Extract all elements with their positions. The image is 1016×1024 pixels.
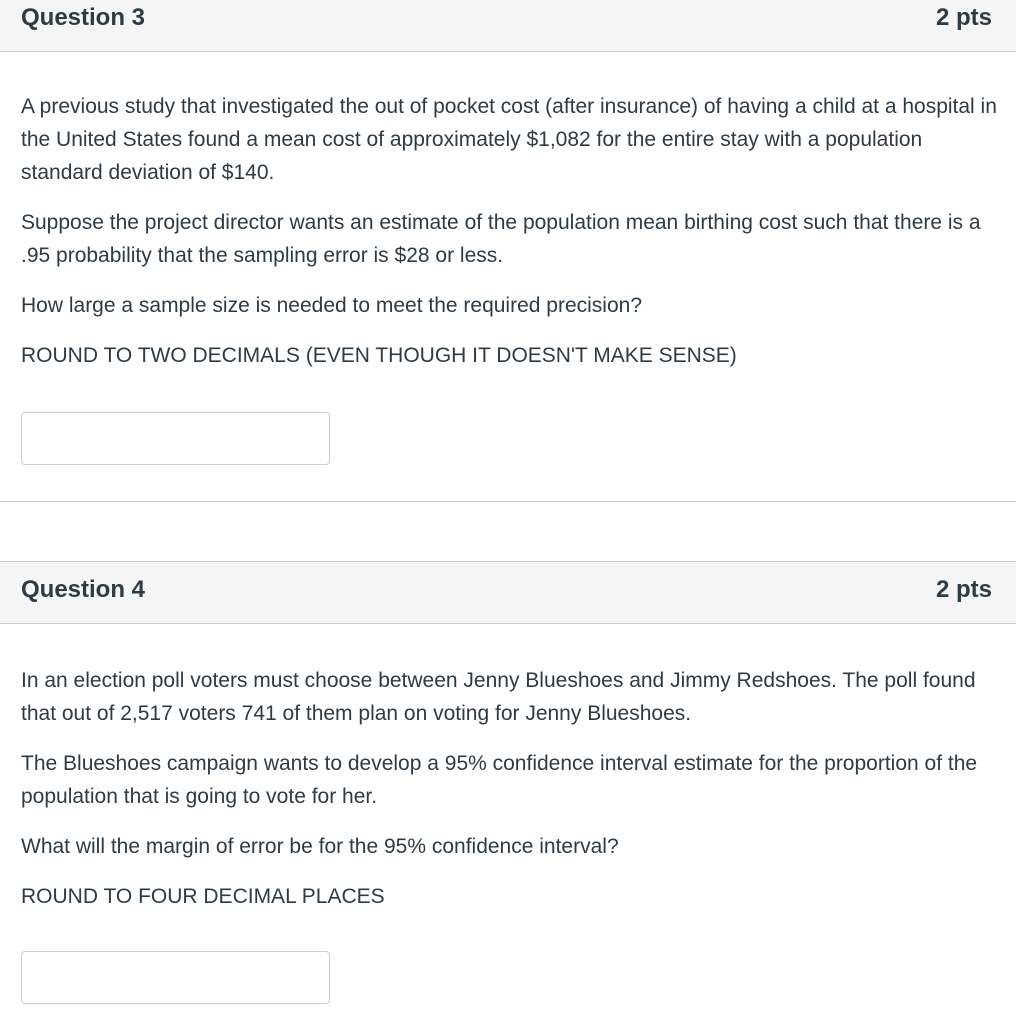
- question-4: [0, 561, 1016, 1004]
- question-3-answer-input[interactable]: [21, 412, 330, 465]
- question-3-body: [0, 52, 1016, 465]
- question-3-text-1: A previous study that investigated the out of pocket cost (after insurance) of having a child at a hospital in the United States found a mean cost of approximately $1,082 for the entire stay with a population standard deviation of $140.: [21, 95, 997, 184]
- question-4-text-1: In an election poll voters must choose between Jenny Blueshoes and Jimmy Redshoes. The poll found that out of 2,517 voters 741 of them plan on voting for Jenny Blueshoes.: [21, 669, 976, 725]
- question-4-header: [0, 561, 1016, 624]
- question-4-text-3: What will the margin of error be for the 95% confidence interval?: [21, 835, 619, 858]
- question-3-title: Question 3: [21, 4, 146, 31]
- question-4-title: Question 4: [21, 576, 146, 603]
- question-3-divider: [0, 501, 1016, 502]
- question-3-points: 2 pts: [935, 4, 992, 31]
- question-4-points: 2 pts: [935, 576, 992, 603]
- question-4-answer-input[interactable]: [21, 951, 330, 1004]
- question-3: [0, 0, 1016, 465]
- question-4-text-2: The Blueshoes campaign wants to develop a 95% confidence interval estimate for the proportion of the population that is going to vote for her.: [21, 752, 978, 808]
- question-3-text-2: Suppose the project director wants an estimate of the population mean birthing cost such that there is a .95 probability that the sampling error is $28 or less.: [21, 211, 981, 267]
- question-3-header: [0, 0, 1016, 52]
- question-3-text-4: ROUND TO TWO DECIMALS (EVEN THOUGH IT DOESN'T MAKE SENSE): [21, 344, 737, 367]
- question-4-body: [0, 624, 1016, 1004]
- question-3-text-3: How large a sample size is needed to meet the required precision?: [21, 294, 643, 317]
- question-4-text-4: ROUND TO FOUR DECIMAL PLACES: [21, 885, 385, 908]
